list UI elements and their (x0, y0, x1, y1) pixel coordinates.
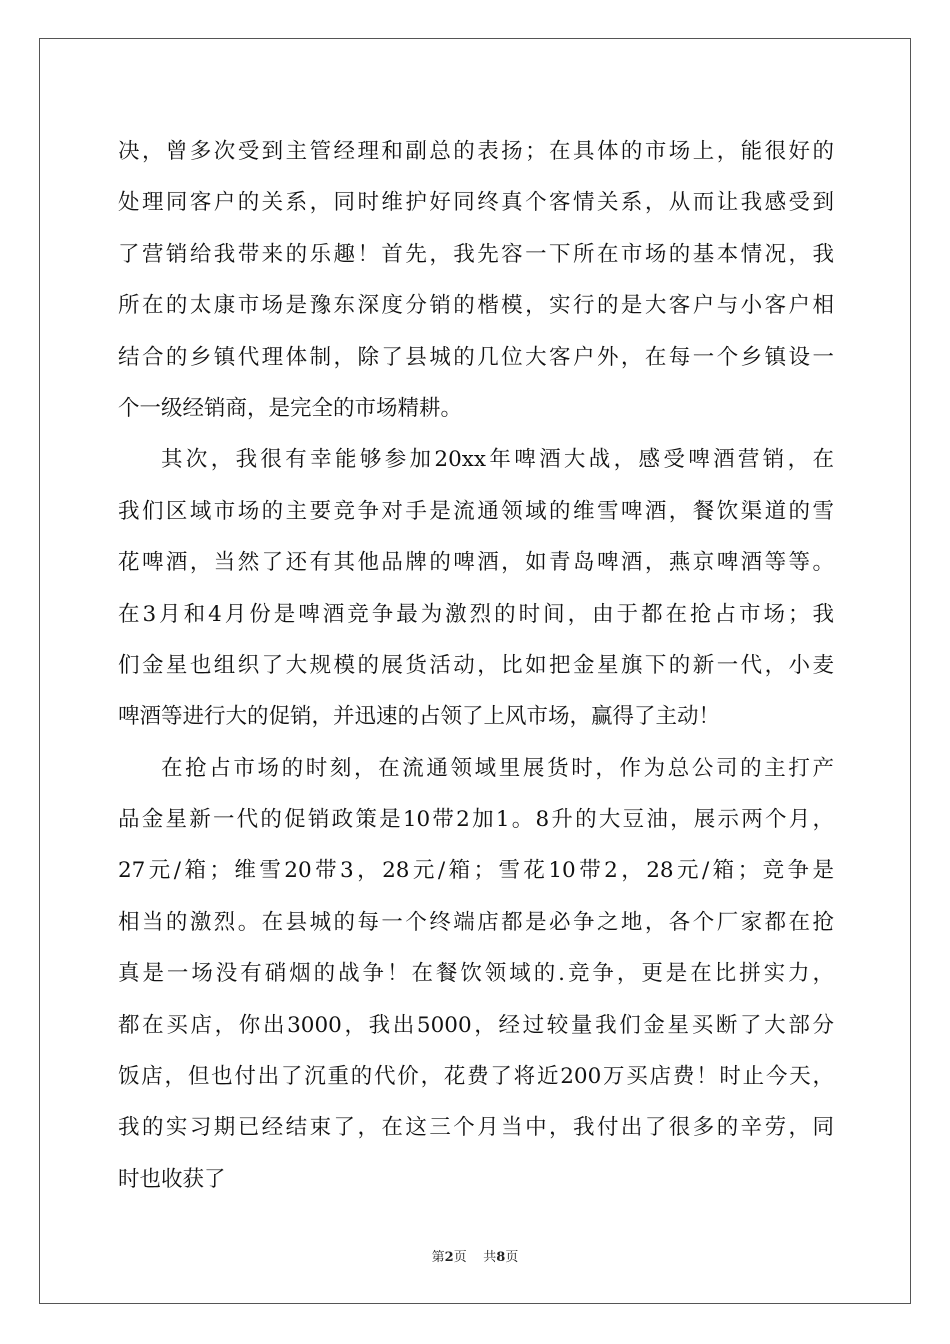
text-line: 相当的激烈。在县城的每一个终端店都是必争之地，各个厂家都在抢 (118, 909, 834, 935)
text-line: 其次，我很有幸能够参加20xx年啤酒大战，感受啤酒营销，在 (161, 447, 834, 473)
total-pages: 8 (496, 1250, 506, 1265)
text-line: 在3月和4月份是啤酒竞争最为激烈的时间，由于都在抢占市场；我 (118, 601, 834, 627)
text-line: 27元/箱；维雪20带3，28元/箱；雪花10带2，28元/箱；竞争是 (118, 858, 834, 884)
text-line: 时也收获了 (118, 1166, 226, 1192)
page-prefix: 第 (431, 1250, 445, 1265)
text-line: 我们区域市场的主要竞争对手是流通领域的维雪啤酒，餐饮渠道的雪 (118, 498, 834, 524)
text-line: 们金星也组织了大规模的展货活动，比如把金星旗下的新一代，小麦 (118, 652, 834, 678)
total-suffix: 页 (505, 1250, 519, 1265)
text-line: 了营销给我带来的乐趣！首先，我先容一下所在市场的基本情况，我 (118, 241, 834, 267)
page-number: 2 (444, 1250, 454, 1265)
text-line: 花啤酒，当然了还有其他品牌的啤酒，如青岛啤酒，燕京啤酒等等。 (118, 550, 834, 576)
text-line: 品金星新一代的促销政策是10带2加1。8升的大豆油，展示两个月， (118, 807, 834, 833)
text-line: 所在的太康市场是豫东深度分销的楷模，实行的是大客户与小客户相 (118, 293, 834, 319)
text-line: 饭店，但也付出了沉重的代价，花费了将近200万买店费！时止今天， (118, 1064, 834, 1090)
text-line: 真是一场没有硝烟的战争！在餐饮领域的.竞争，更是在比拼实力， (118, 961, 834, 987)
text-line: 在抢占市场的时刻，在流通领域里展货时，作为总公司的主打产 (161, 755, 834, 781)
text-line: 决，曾多次受到主管经理和副总的表扬；在具体的市场上，能很好的 (118, 139, 834, 164)
text-line: 啤酒等进行大的促销，并迅速的占领了上风市场，赢得了主动！ (118, 704, 721, 730)
text-line: 我的实习期已经结束了，在这三个月当中，我付出了很多的辛劳，同 (118, 1115, 834, 1141)
document-body (118, 126, 834, 1205)
text-line: 个一级经销商，是完全的市场精耕。 (118, 395, 463, 421)
page-suffix: 页 (453, 1250, 467, 1265)
total-prefix: 共 (483, 1250, 497, 1265)
text-line: 都在买店，你出3000，我出5000，经过较量我们金星买断了大部分 (118, 1012, 834, 1038)
text-line: 结合的乡镇代理体制，除了县城的几位大客户外，在每一个乡镇设一 (118, 344, 834, 370)
text-line: 处理同客户的关系，同时维护好同终真个客情关系，从而让我感受到 (118, 190, 834, 216)
page-footer (0, 1246, 950, 1265)
